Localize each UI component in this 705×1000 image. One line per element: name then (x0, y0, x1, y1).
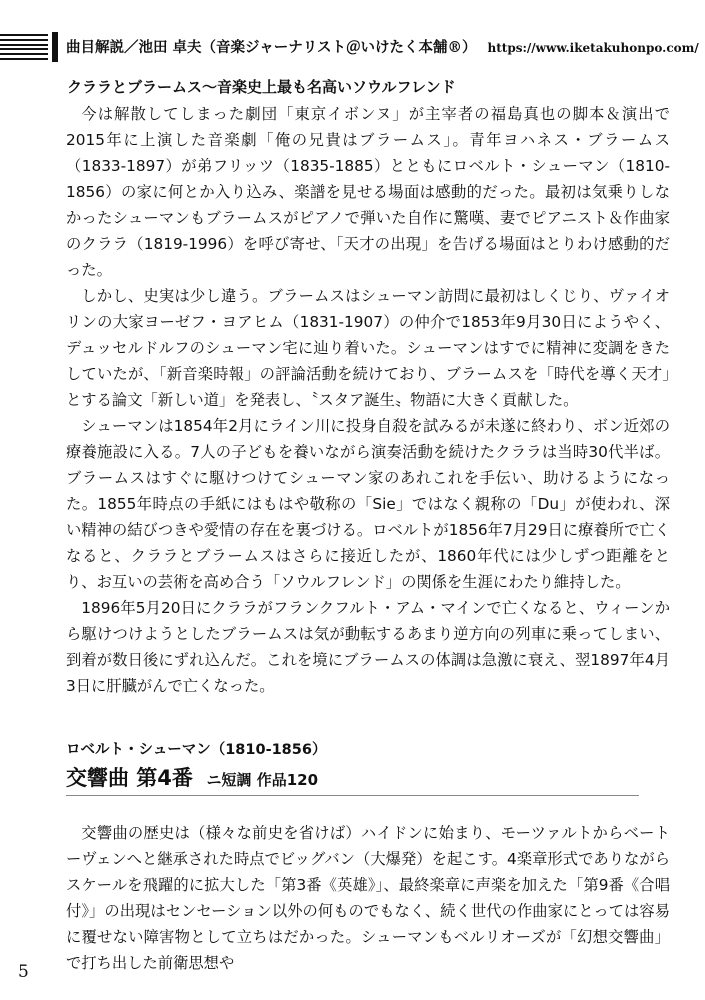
page-number: 5 (18, 962, 29, 982)
essay-paragraph: シューマンは1854年2月にライン川に投身自殺を試みるが未遂に終わり、ボン近郊の療養施設に入る。7人の子どもを養いながら演奏活動を続けたクララは当時30代半ば。ブラームスはすぐに駆けつけてシューマン家のあれこれを手伝い、助けるようになった。1855年時点の手紙にはもはや敬称の「Sie」ではなく親称の「Du」が使われ、深い精神の結びつきや愛情の存在を裏づける。ロベルトが1856年7月29日に療養所で亡くなると、クララとブラームスはさらに接近したが、1860年代には少しずつ距離をとり、お互いの芸術を高め合う「ソウルフレンド」の関係を生涯にわたり維持した。 (66, 417, 670, 591)
essay-heading: クララとブラームス～音楽史上最も名高いソウルフレンド (67, 78, 456, 96)
essay-paragraph: 1896年5月20日にクララがフランクフルト・アム・マインで亡くなると、ウィーンから駆けつけようとしたブラームスは気が動転するあまり逆方向の列車に乗ってしまい、到着が数日後にずれ込んだ。これを境にブラームスの体調は急激に衰え、翌1897年4月3日に肝臓がんで亡くなった。 (66, 599, 670, 695)
essay-paragraph: 今は解散してしまった劇団「東京イボンヌ」が主宰者の福島真也の脚本＆演出で2015年に上演した音楽劇「俺の兄貴はブラームス」。青年ヨハネス・ブラームス（1833-1897）が弟フリッツ（1835-1885）とともにロベルト・シューマン（1810-1856）の家に何とか入り込み、楽譜を見せる場面は感動的だった。最初は気乗りしなかったシューマンもブラームスがピアノで弾いた自作に驚嘆、妻でピアニスト＆作曲家のクララ（1819-1996）を呼び寄せ、「天才の出現」を告げる場面はとりわけ感動的だった。 (66, 105, 670, 279)
piece-title-sub: ニ短調 作品120 (206, 771, 319, 789)
piece-paragraph: 交響曲の歴史は（様々な前史を省けば）ハイドンに始まり、モーツァルトからベートーヴェンへと継承された時点でビッグバン（大爆発）を起こす。4楽章形式でありながらスケールを飛躍的に拡大した「第3番《英雄》」、最終楽章に声楽を加えた「第9番《合唱付》」の出現はセンセーション以外の何ものでもなく、続く世代の作曲家にとっては容易に覆せない障害物として立ちはだかった。シューマンもベルリオーズが「幻想交響曲」で打ち出した前衛思想や (66, 824, 670, 972)
running-header (66, 36, 699, 57)
header-title: 曲目解説／池田 卓夫（音楽ジャーナリスト＠いけたく本舗®） (66, 39, 477, 56)
piece-composer: ロベルト・シューマン（1810-1856） (66, 742, 327, 758)
piece-title (66, 762, 318, 792)
title-divider (66, 795, 639, 796)
essay-paragraph: しかし、史実は少し違う。ブラームスはシューマン訪問に最初はしくじり、ヴァイオリンの大家ヨーゼフ・ヨアヒム（1831-1907）の仲介で1853年9月30日にようやく、デュッセルドルフのシューマン宅に辿り着いた。シューマンはすでに精神に変調をきたしていたが、「新音楽時報」の評論活動を続けており、ブラームスを「時代を導く天才」とする論文「新しい道」を発表し、〝スタア誕生〟物語に大きく貢献した。 (66, 287, 670, 409)
header-decoration (0, 34, 48, 60)
piece-body (66, 820, 670, 976)
essay-body (66, 101, 670, 699)
piece-title-main: 交響曲 第4番 (66, 766, 193, 790)
header-url: https://www.iketakuhonpo.com/ (487, 41, 699, 55)
header-bar (52, 32, 58, 62)
